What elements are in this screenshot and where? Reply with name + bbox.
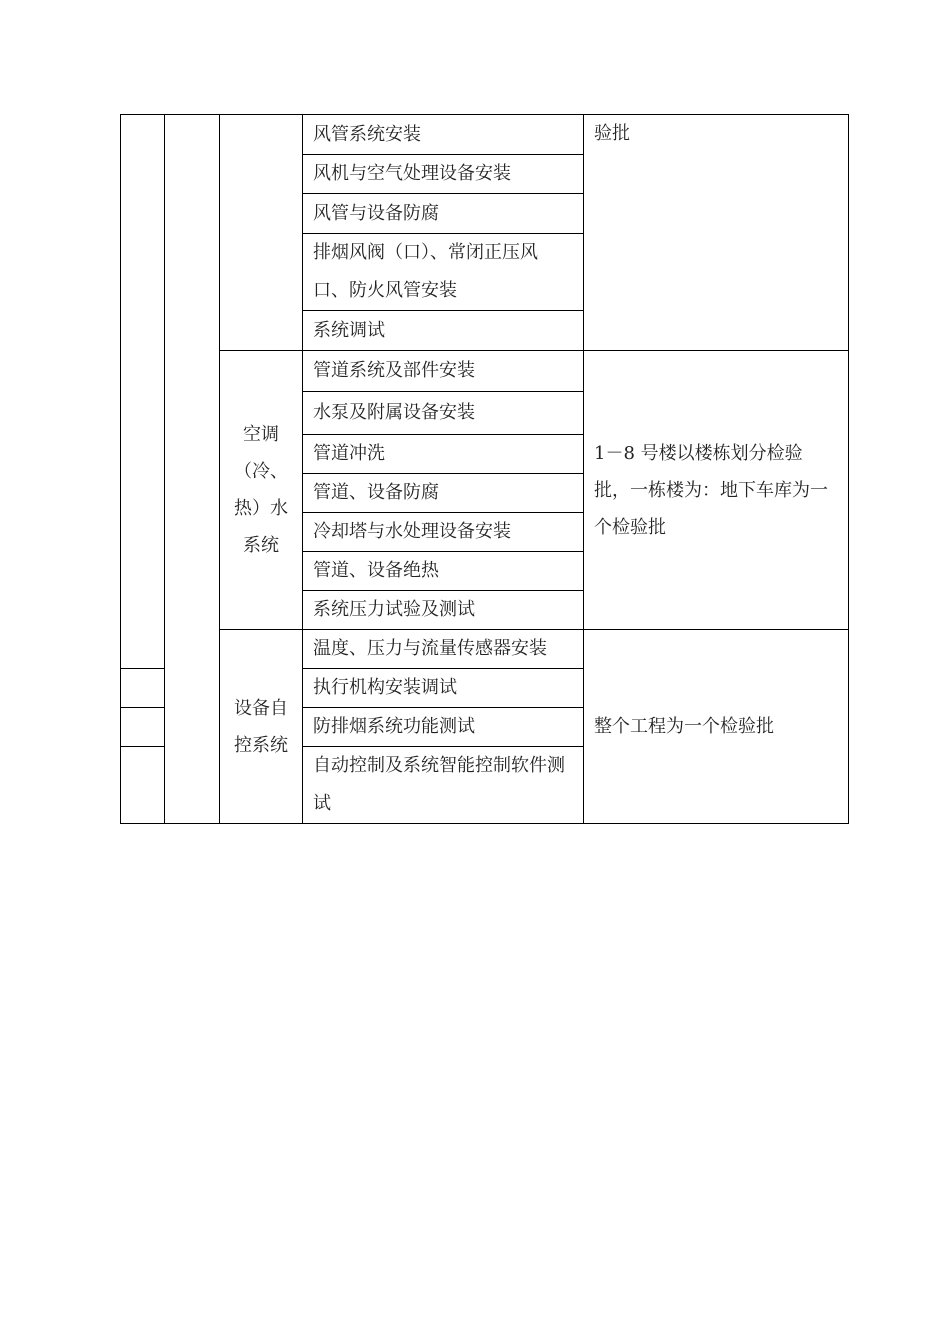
table-cell-empty — [121, 747, 165, 824]
group-cell: 空调（冷、热）水系统 — [220, 351, 303, 630]
item-cell: 管道、设备绝热 — [303, 552, 584, 591]
item-cell: 管道系统及部件安装 — [303, 351, 584, 392]
inspection-batch-table — [120, 114, 849, 824]
item-cell: 系统压力试验及测试 — [303, 591, 584, 630]
note-cell: 整个工程为一个检验批 — [584, 630, 849, 824]
item-cell: 管道、设备防腐 — [303, 474, 584, 513]
table-cell-empty — [121, 708, 165, 747]
item-cell: 冷却塔与水处理设备安装 — [303, 513, 584, 552]
item-cell: 风管系统安装 — [303, 115, 584, 155]
item-cell: 自动控制及系统智能控制软件测试 — [303, 747, 584, 824]
group-cell: 设备自控系统 — [220, 630, 303, 824]
item-cell: 执行机构安装调试 — [303, 669, 584, 708]
table-row — [121, 630, 849, 669]
item-cell: 管道冲洗 — [303, 435, 584, 474]
item-cell: 排烟风阀（口）、常闭正压风口、防火风管安装 — [303, 234, 584, 311]
table-cell-empty — [121, 115, 165, 669]
item-cell: 温度、压力与流量传感器安装 — [303, 630, 584, 669]
table-cell-empty — [121, 669, 165, 708]
note-cell: 验批 — [584, 115, 849, 351]
item-cell: 系统调试 — [303, 311, 584, 351]
table-cell-empty — [165, 115, 220, 824]
group-cell-empty — [220, 115, 303, 351]
item-cell: 风机与空气处理设备安装 — [303, 155, 584, 194]
item-cell: 风管与设备防腐 — [303, 194, 584, 234]
table-row — [121, 351, 849, 392]
item-cell: 防排烟系统功能测试 — [303, 708, 584, 747]
note-cell: 1－8 号楼以楼栋划分检验批，一栋楼为：地下车库为一个检验批 — [584, 351, 849, 630]
item-cell: 水泵及附属设备安装 — [303, 392, 584, 435]
table-row — [121, 115, 849, 155]
